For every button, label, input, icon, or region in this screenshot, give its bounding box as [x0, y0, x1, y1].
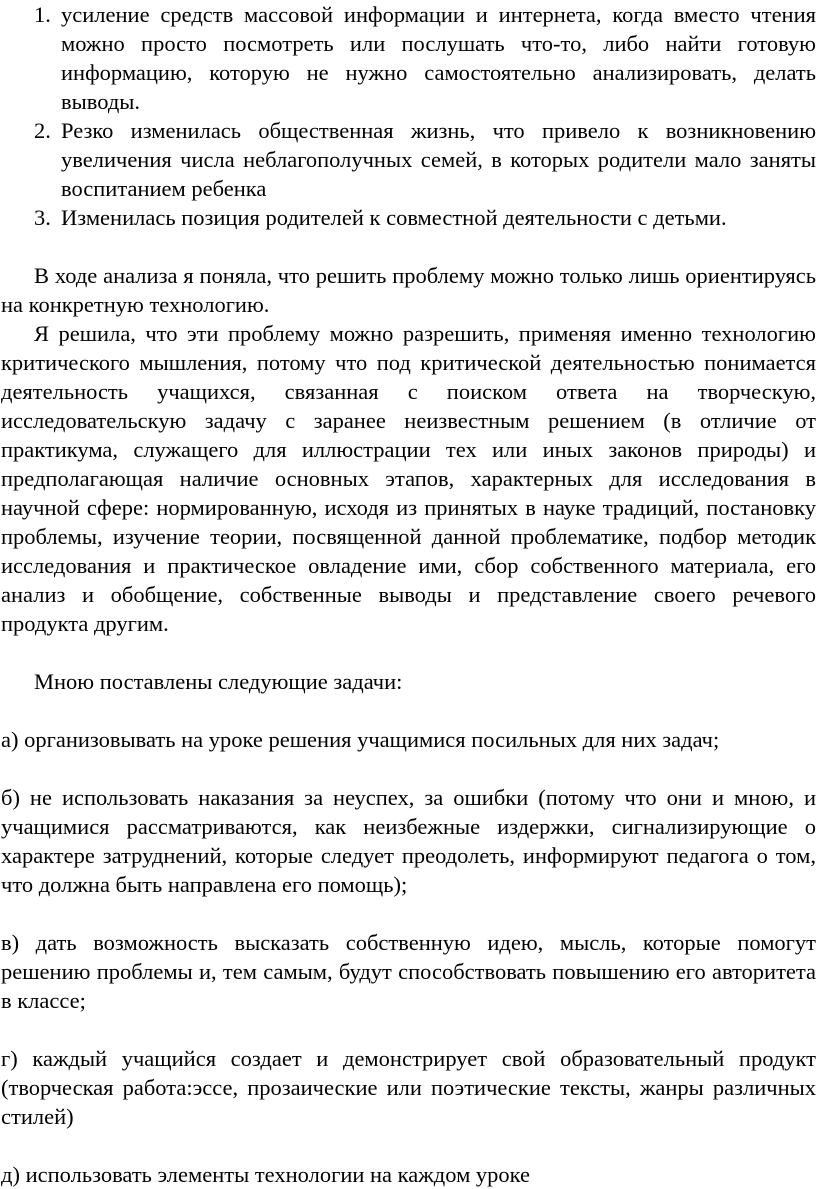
task-g: г) каждый учащийся создает и демонстрирует свой образовательный продукт (творческая работа:эссе, прозаические или поэтические тексты, жанры различных стилей)	[1, 1046, 816, 1129]
task-a: а) организовывать на уроке решения учащимися посильных для них задач;	[1, 727, 720, 752]
task-b: б) не использовать наказания за неуспех, за ошибки (потому что они и мною, и учащимися рассматриваются, как неизбежные издержки, сигнализирующие о характере затруднений, которые следует преодолеть, информируют педагога о том, что должна быть направлена его помощь);	[1, 785, 816, 897]
task-d: д) использовать элементы технологии на каждом уроке	[1, 1162, 531, 1187]
list-item	[1, 203, 816, 232]
spacer	[1, 899, 816, 928]
paragraph-tasks-intro: Мною поставлены следующие задачи:	[34, 669, 403, 694]
list-item-text: Изменилась позиция родителей к совместной деятельности с детьми.	[61, 205, 727, 230]
list-item-text: усиление средств массовой информации и интернета, когда вместо чтения можно просто посмотреть или послушать что-то, либо найти готовую информацию, которую не нужно самостоятельно анализировать, делать выводы.	[61, 2, 816, 114]
paragraph-analysis: В ходе анализа я поняла, что решить проблему можно только лишь ориентируясь на конкретную технологию.	[1, 263, 816, 317]
list-item-number: 3.	[34, 205, 51, 230]
paragraph-decision: Я решила, что эти проблему можно разрешить, применяя именно технологию критического мышления, потому что под критической деятельностью понимается деятельность учащихся, связанная с поиском ответа на творческую, исследовательскую задачу с заранее неизвестным решением (в отличие от практикума, служащего для иллюстрации тех или иных законов природы) и предполагающая наличие основных этапов, характерных для исследования в научной сфере: нормированную, исходя из принятых в науке традиций, постановку проблемы, изучение теории, посвященной данной проблематике, подбор методик исследования и практическое овладение ими, сбор собственного материала, его анализ и обобщение, собственные выводы и представление своего речевого продукта другим.	[1, 321, 816, 636]
list-item-number: 1.	[34, 2, 51, 27]
spacer	[1, 1015, 816, 1044]
task-v: в) дать возможность высказать собственную идею, мысль, которые помогут решению проблемы и, тем самым, будут способствовать повышению его авторитета в классе;	[1, 930, 816, 1013]
list-item-number: 2.	[34, 118, 51, 143]
list-item	[1, 116, 816, 203]
list-item-text: Резко изменилась общественная жизнь, что привело к возникновению увеличения числа неблагополучных семей, в которых родители мало заняты воспитанием ребенка	[61, 118, 816, 201]
list-item	[1, 0, 816, 116]
spacer	[1, 696, 816, 725]
spacer	[1, 754, 816, 783]
spacer	[1, 1131, 816, 1160]
spacer	[1, 232, 816, 261]
problem-causes-list	[1, 0, 816, 232]
spacer	[1, 638, 816, 667]
